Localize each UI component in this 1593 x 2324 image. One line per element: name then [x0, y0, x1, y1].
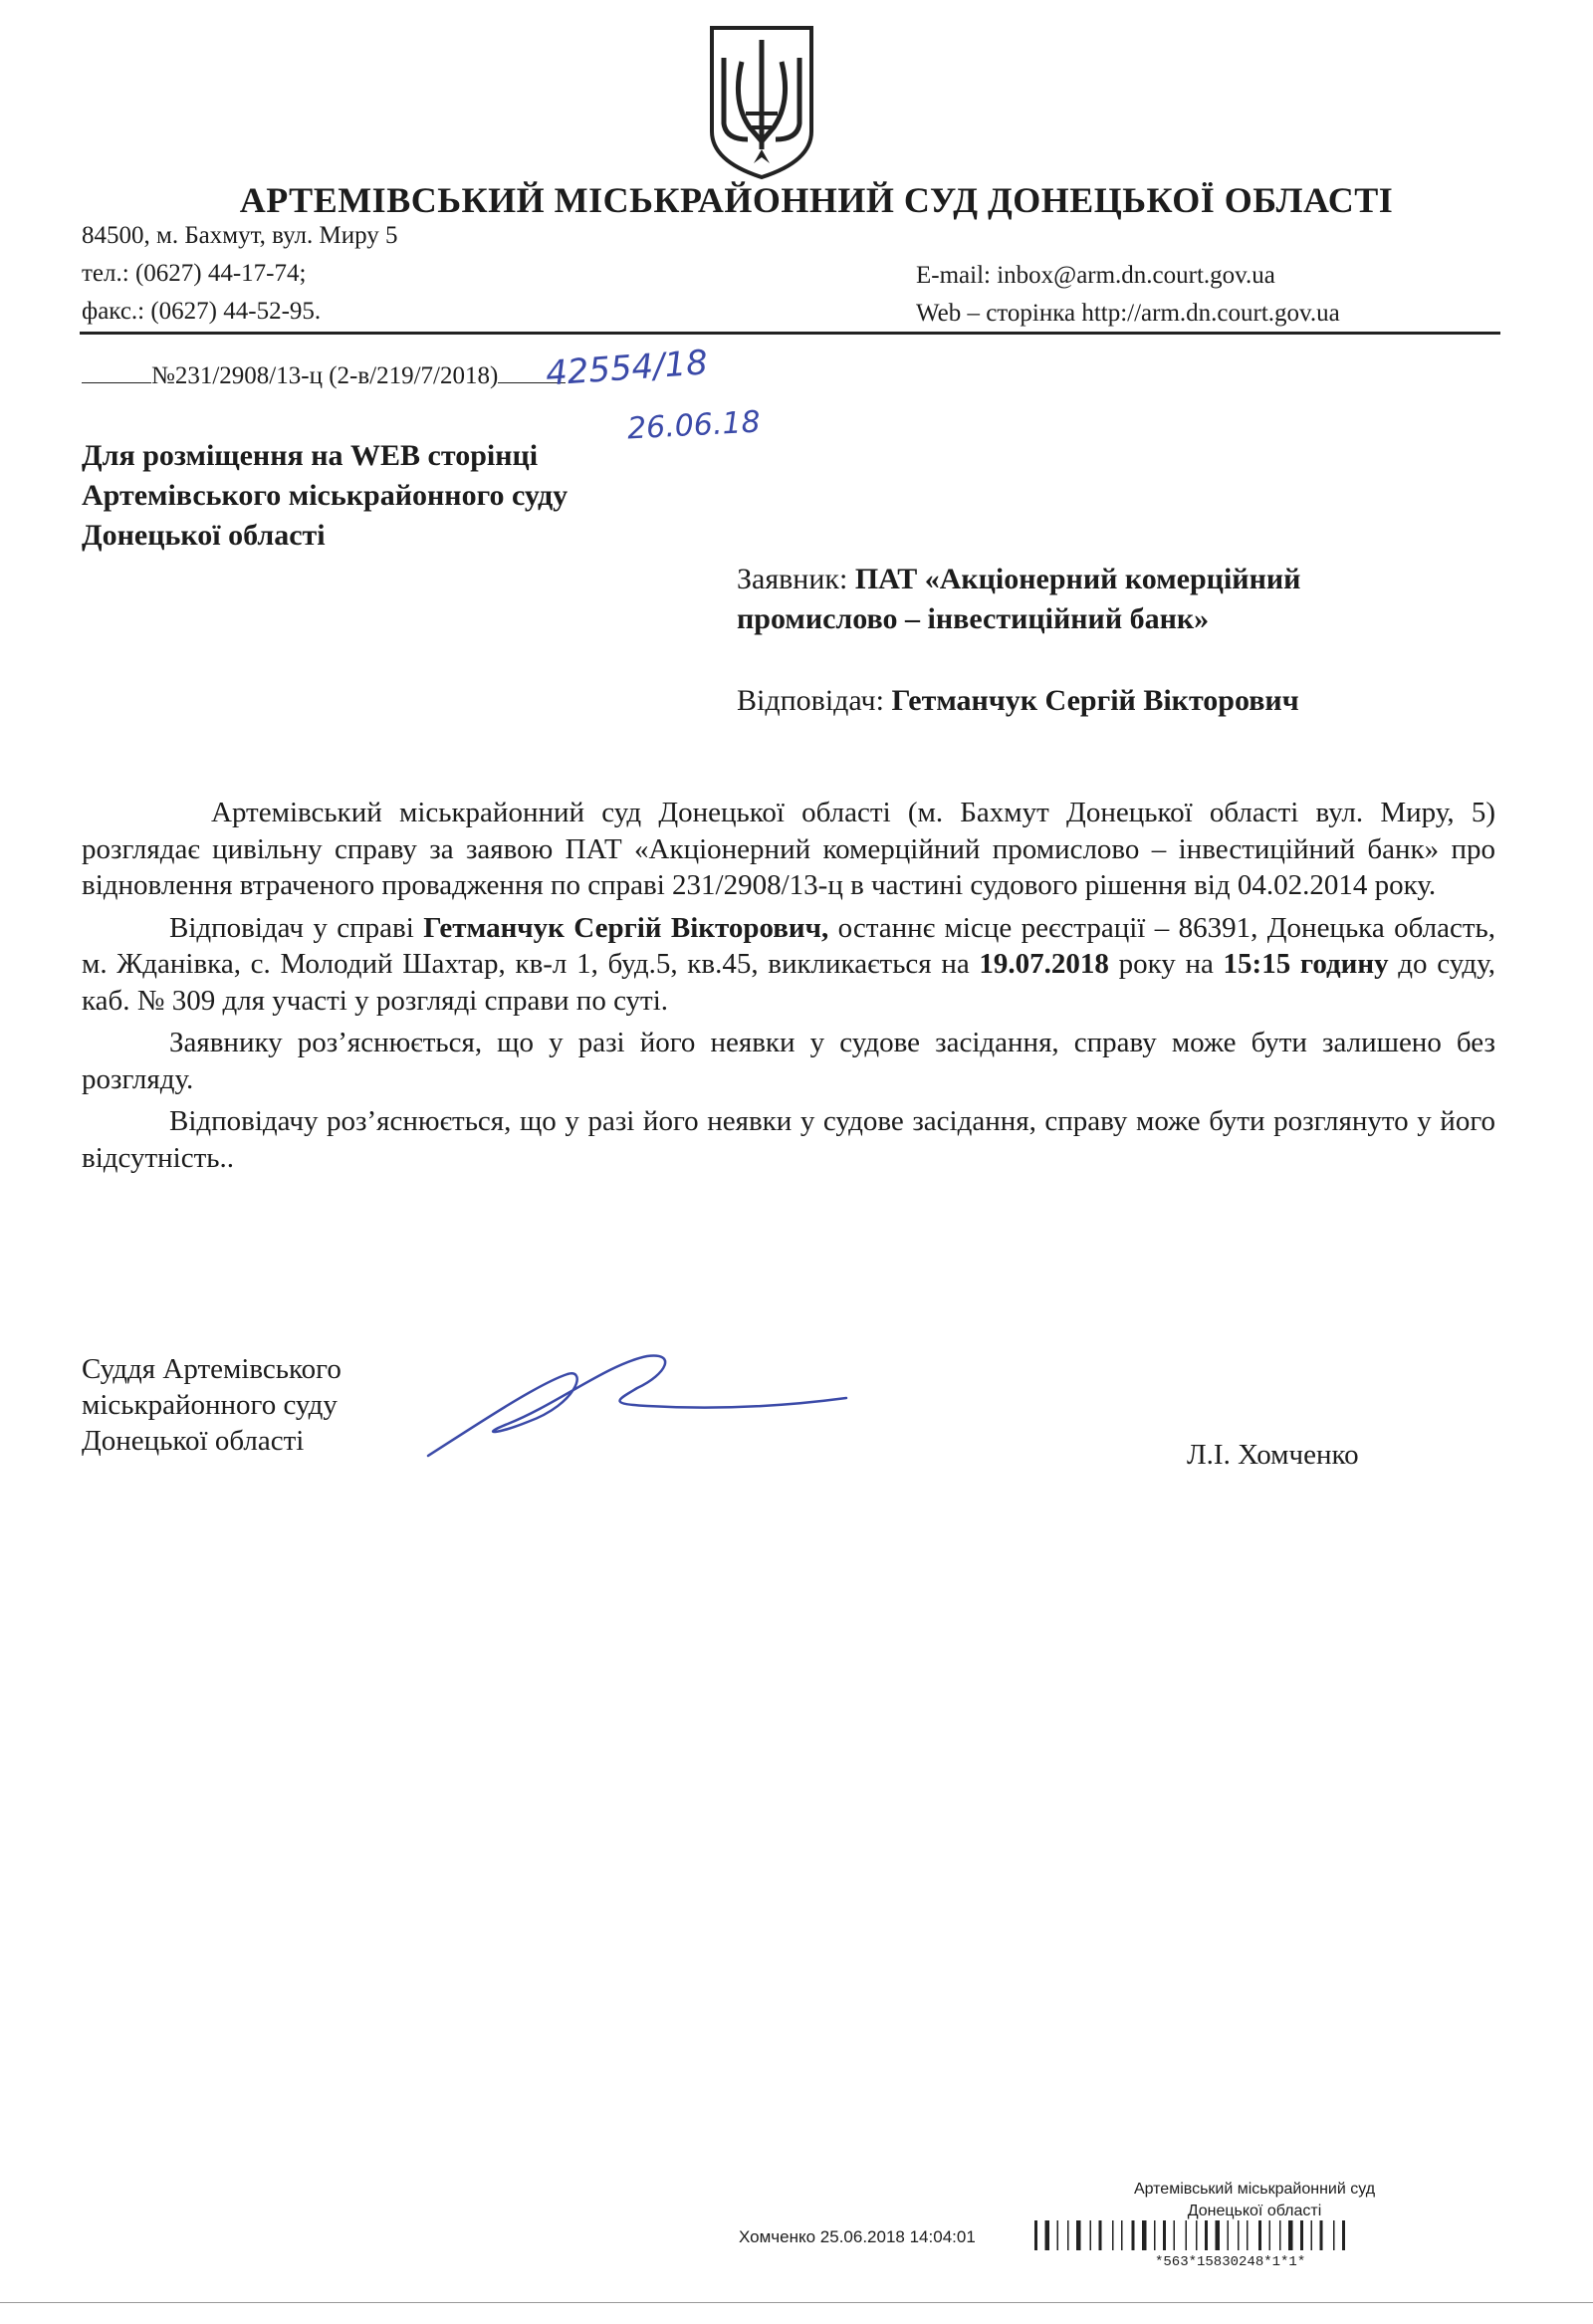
barcode-bar — [1238, 2220, 1240, 2250]
header-divider — [80, 332, 1500, 335]
judge-title-1: Суддя Артемівського — [82, 1353, 341, 1385]
hearing-time: 15:15 годину — [1223, 948, 1389, 980]
paragraph-3: Заявнику роз’яснюється, що у разі його неявки у судове засідання, справу може бути залишено без розгляду. — [82, 1027, 1495, 1095]
addressee-line-3: Донецької області — [82, 519, 326, 552]
handwritten-date: 26.06.18 — [626, 404, 762, 447]
addressee-line-1: Для розміщення на WEB сторінці — [82, 439, 539, 472]
registration-stamp: Хомченко 25.06.2018 14:04:01 — [739, 2227, 976, 2246]
paragraph-4: Відповідачу роз’яснюється, що у разі його неявки у судове засідання, справу може бути розглянуто у його відсутність.. — [82, 1105, 1495, 1174]
page-bottom-edge — [0, 2302, 1593, 2303]
judge-title-2: міськрайонного суду — [82, 1389, 338, 1421]
court-title: АРТЕМІВСЬКИЙ МІСЬКРАЙОННИЙ СУД ДОНЕЦЬКОЇ ОБЛАСТІ — [239, 180, 1394, 220]
barcode-bar — [1279, 2220, 1281, 2250]
barcode — [1030, 2218, 1498, 2254]
applicant-label: Заявник: — [737, 563, 848, 595]
barcode-number: *563*15830248*1*1* — [1155, 2254, 1306, 2270]
p2-text-d: до суду, каб. № 309 для участі у розгляді справи по суті. — [82, 948, 1495, 1017]
barcode-bar — [1205, 2220, 1208, 2250]
barcode-bar — [1300, 2220, 1303, 2250]
barcode-bar — [1228, 2220, 1230, 2250]
barcode-bar — [1090, 2220, 1092, 2250]
paragraph-2 — [82, 910, 1495, 1020]
judge-title-block — [82, 1351, 341, 1459]
applicant-name-1: ПАТ «Акціонерний комерційний — [854, 563, 1301, 595]
barcode-bar — [1320, 2220, 1323, 2250]
barcode-bar — [1112, 2220, 1114, 2250]
respondent-label: Відповідач: — [737, 684, 884, 717]
handwritten-number: 42554/18 — [544, 343, 710, 394]
paragraph-1: Артемівський міськрайонний суд Донецької області (м. Бахмут Донецької області вул. Миру, 5) розглядає цивільну справу за заявою ПАТ «Акціонерний комерційний промислово – інвестиційний банк» про відновлення втраченого провадження по справі 231/2908/13-ц в частині судового рішення від 04.02.2014 року. — [82, 797, 1495, 901]
court-online-contacts — [916, 257, 1340, 333]
barcode-bar — [1196, 2220, 1198, 2250]
barcode-bar — [1142, 2220, 1147, 2250]
notice-body — [82, 795, 1495, 1182]
barcode-bar — [1067, 2220, 1069, 2250]
court-fax: факс.: (0627) 44-52-95. — [82, 298, 322, 325]
court-website: Web – сторінка http://arm.dn.court.gov.ua — [916, 300, 1340, 327]
barcode-bar — [1288, 2220, 1293, 2250]
court-address: 84500, м. Бахмут, вул. Миру 5 — [82, 222, 398, 249]
barcode-bar — [1076, 2220, 1081, 2250]
barcode-bar — [1057, 2220, 1059, 2250]
hearing-date: 19.07.2018 — [979, 948, 1109, 980]
stamp-court-line-2: Донецької області — [1187, 2203, 1322, 2219]
handwritten-signature — [418, 1344, 856, 1464]
stamp-court-line-1: Артемівський міськрайонний суд — [1133, 2181, 1376, 2198]
barcode-bar — [1247, 2220, 1249, 2250]
barcode-bar — [1121, 2220, 1123, 2250]
barcode-bar — [1034, 2220, 1037, 2250]
case-reference: №231/2908/13-ц (2-в/219/7/2018) — [151, 362, 499, 389]
registration-stamp-court — [1105, 2179, 1404, 2222]
barcode-bar — [1342, 2220, 1345, 2250]
respondent-name: Гетманчук Сергій Вікторович — [891, 684, 1299, 717]
barcode-bar — [1174, 2220, 1176, 2250]
addressee-line-2: Артемівського міськрайонного суду — [82, 479, 569, 512]
p2-text-c: року на — [1108, 948, 1224, 980]
barcode-bar — [1099, 2220, 1102, 2250]
p2-respondent: Гетманчук Сергій Вікторович, — [423, 911, 829, 944]
applicant-name-2: промислово – інвестиційний банк» — [737, 602, 1210, 635]
barcode-bar — [1045, 2220, 1050, 2250]
judge-title-3: Донецької області — [82, 1425, 305, 1457]
coat-of-arms-emblem — [702, 22, 821, 181]
reference-line — [82, 360, 566, 390]
p2-text-a: Відповідач у справі — [169, 911, 424, 944]
barcode-bar — [1216, 2220, 1221, 2250]
barcode-bar — [1333, 2220, 1335, 2250]
barcode-bar — [1186, 2220, 1188, 2250]
barcode-bar — [1269, 2220, 1271, 2250]
court-contacts — [82, 217, 398, 331]
barcode-bar — [1132, 2220, 1135, 2250]
barcode-bar — [1258, 2220, 1261, 2250]
addressee-block — [82, 436, 568, 556]
judge-name: Л.І. Хомченко — [1187, 1439, 1359, 1471]
p2-text-b: останнє місце реєстрації – 86391, Донецька область, м. Жданівка, с. Молодий Шахтар, кв-л 1, буд.5, кв.45, викликається на — [82, 911, 1495, 980]
barcode-bar — [1311, 2220, 1313, 2250]
barcode-bar — [1163, 2220, 1166, 2250]
ref-blank-left — [82, 360, 151, 383]
barcode-bar — [1154, 2220, 1156, 2250]
court-phone: тел.: (0627) 44-17-74; — [82, 260, 307, 287]
court-email: E-mail: inbox@arm.dn.court.gov.ua — [916, 262, 1275, 289]
parties-block — [737, 560, 1300, 721]
